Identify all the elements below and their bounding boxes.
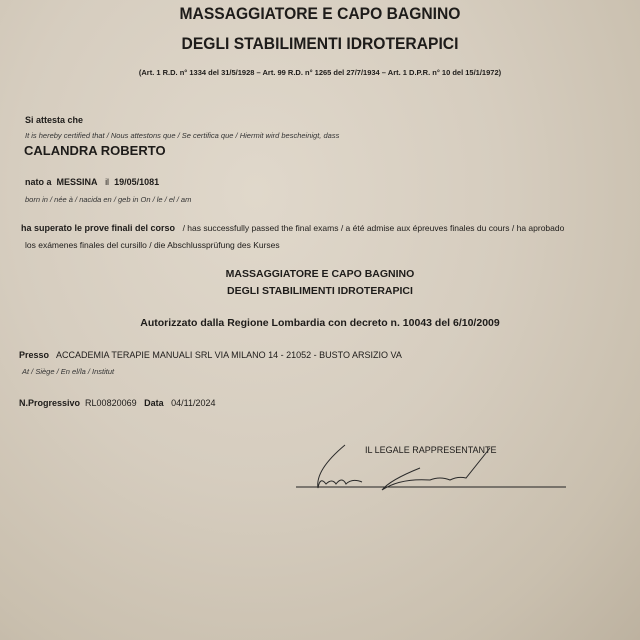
- data-label: Data: [144, 398, 164, 408]
- course-line1: MASSAGGIATORE E CAPO BAGNINO: [225, 268, 415, 280]
- signatory-label: IL LEGALE RAPPRESENTANTE: [365, 445, 497, 455]
- presso-value: ACCADEMIA TERAPIE MANUALI SRL VIA MILANO 14 - 21052 - BUSTO ARSIZIO VA: [56, 350, 402, 360]
- birthplace: MESSINA: [56, 177, 98, 187]
- certificate-title-line2: DEGLI STABILIMENTI IDROTERAPICI: [181, 34, 459, 53]
- passed-label: ha superato le prove finali del corso: [21, 223, 176, 233]
- passed-translation-1: / has successfully passed the final exams / a été admise aux épreuves finales du cours / ha aprobado: [182, 223, 565, 233]
- presso-line: [19, 350, 402, 360]
- authorization: Autorizzato dalla Regione Lombardia con decreto n. 10043 del 6/10/2009: [140, 317, 500, 329]
- attest-label: Si attesta che: [25, 115, 84, 125]
- progressivo-label: N.Progressivo: [19, 398, 81, 408]
- birth-line: [25, 177, 159, 187]
- passed-translation-2: los exámenes finales del cursillo / die Abschlussprüfung des Kurses: [25, 240, 280, 250]
- on-label: il: [105, 177, 110, 187]
- birthdate: 19/05/1081: [114, 177, 160, 187]
- born-label: nato a: [25, 177, 52, 187]
- data-value: 04/11/2024: [171, 398, 216, 408]
- born-translation: born in / née à / nacida en / geb in On / le / el / am: [25, 195, 192, 204]
- progressivo-line: [19, 398, 216, 408]
- legal-references: (Art. 1 R.D. n° 1334 del 31/5/1928 – Art. 99 R.D. n° 1265 del 27/7/1934 – Art. 1 D.P.R. n° 10 del 15/1/1972): [138, 68, 502, 77]
- presso-label: Presso: [19, 350, 50, 360]
- certificate-title-line1: MASSAGGIATORE E CAPO BAGNINO: [179, 4, 461, 23]
- signature: [290, 440, 580, 500]
- presso-translation: At / Siège / En el/la / Institut: [22, 367, 115, 376]
- attest-translation: It is hereby certified that / Nous attestons que / Se certifica que / Hiermit wird bescheinigt, dass: [25, 131, 340, 140]
- course-line2: DEGLI STABILIMENTI IDROTERAPICI: [227, 285, 413, 297]
- holder-name: CALANDRA ROBERTO: [24, 143, 166, 158]
- progressivo-value: RL00820069: [85, 398, 137, 408]
- passed-line: [21, 223, 564, 233]
